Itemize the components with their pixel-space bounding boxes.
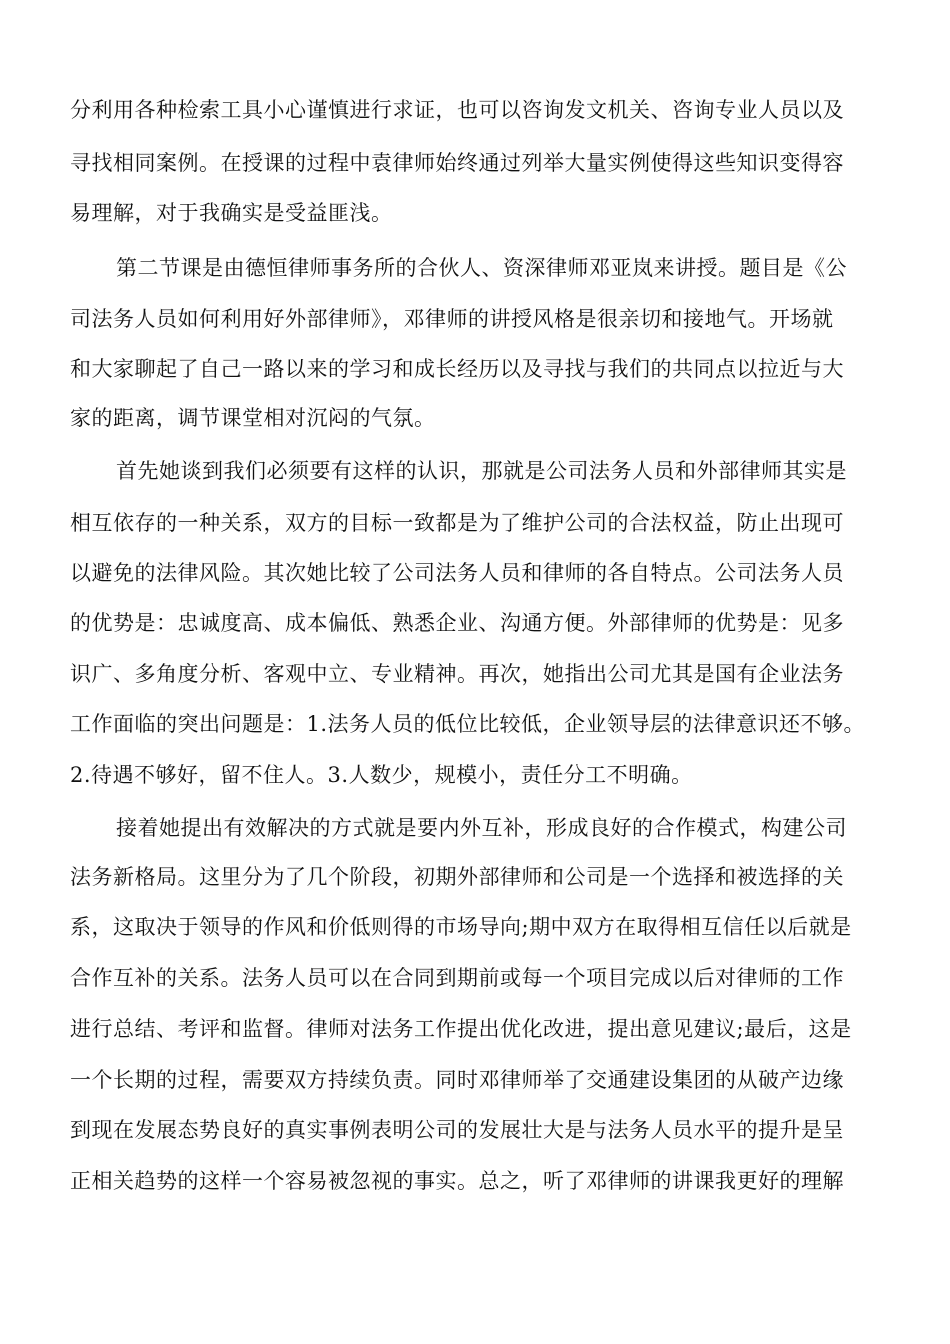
text-line: 寻找相同案例。在授课的过程中袁律师始终通过列举大量实例使得这些知识变得容 (70, 151, 844, 175)
paragraph-start-line: 首先她谈到我们必须要有这样的认识，那就是公司法务人员和外部律师其实是 (116, 459, 847, 483)
text-line: 2.待遇不够好，留不住人。3.人数少，规模小，责任分工不明确。 (70, 763, 693, 787)
text-line: 家的距离，调节课堂相对沉闷的气氛。 (70, 406, 436, 430)
text-line: 进行总结、考评和监督。律师对法务工作提出优化改进，提出意见建议;最后，这是 (70, 1017, 852, 1041)
text-line: 司法务人员如何利用好外部律师》，邓律师的讲授风格是很亲切和接地气。开场就 (70, 307, 834, 331)
text-line: 和大家聊起了自己一路以来的学习和成长经历以及寻找与我们的共同点以拉近与大 (70, 357, 844, 381)
paragraph-start-line: 第二节课是由德恒律师事务所的合伙人、资深律师邓亚岚来讲授。题目是《公 (116, 256, 847, 280)
text-line: 的优势是：忠诚度高、成本偏低、熟悉企业、沟通方便。外部律师的优势是：见多 (70, 611, 844, 635)
paragraph-start-line: 接着她提出有效解决的方式就是要内外互补，形成良好的合作模式，构建公司 (116, 816, 847, 840)
text-line: 系，这取决于领导的作风和价低则得的市场导向;期中双方在取得相互信任以后就是 (70, 915, 852, 939)
text-line: 合作互补的关系。法务人员可以在合同到期前或每一个项目完成以后对律师的工作 (70, 966, 844, 990)
text-line: 识广、多角度分析、客观中立、专业精神。再次，她指出公司尤其是国有企业法务 (70, 662, 844, 686)
text-line: 相互依存的一种关系，双方的目标一致都是为了维护公司的合法权益，防止出现可 (70, 511, 844, 535)
text-line: 法务新格局。这里分为了几个阶段，初期外部律师和公司是一个选择和被选择的关 (70, 865, 844, 889)
text-line: 分利用各种检索工具小心谨慎进行求证，也可以咨询发文机关、咨询专业人员以及 (70, 98, 844, 122)
text-line: 以避免的法律风险。其次她比较了公司法务人员和律师的各自特点。公司法务人员 (70, 561, 844, 585)
text-line: 工作面临的突出问题是：1.法务人员的低位比较低，企业领导层的法律意识还不够。 (70, 712, 866, 736)
text-line: 易理解，对于我确实是受益匪浅。 (70, 201, 393, 225)
text-line: 一个长期的过程，需要双方持续负责。同时邓律师举了交通建设集团的从破产边缘 (70, 1068, 844, 1092)
text-line: 到现在发展态势良好的真实事例表明公司的发展壮大是与法务人员水平的提升是呈 (70, 1118, 844, 1142)
text-line: 正相关趋势的这样一个容易被忽视的事实。总之，听了邓律师的讲课我更好的理解 (70, 1169, 844, 1193)
